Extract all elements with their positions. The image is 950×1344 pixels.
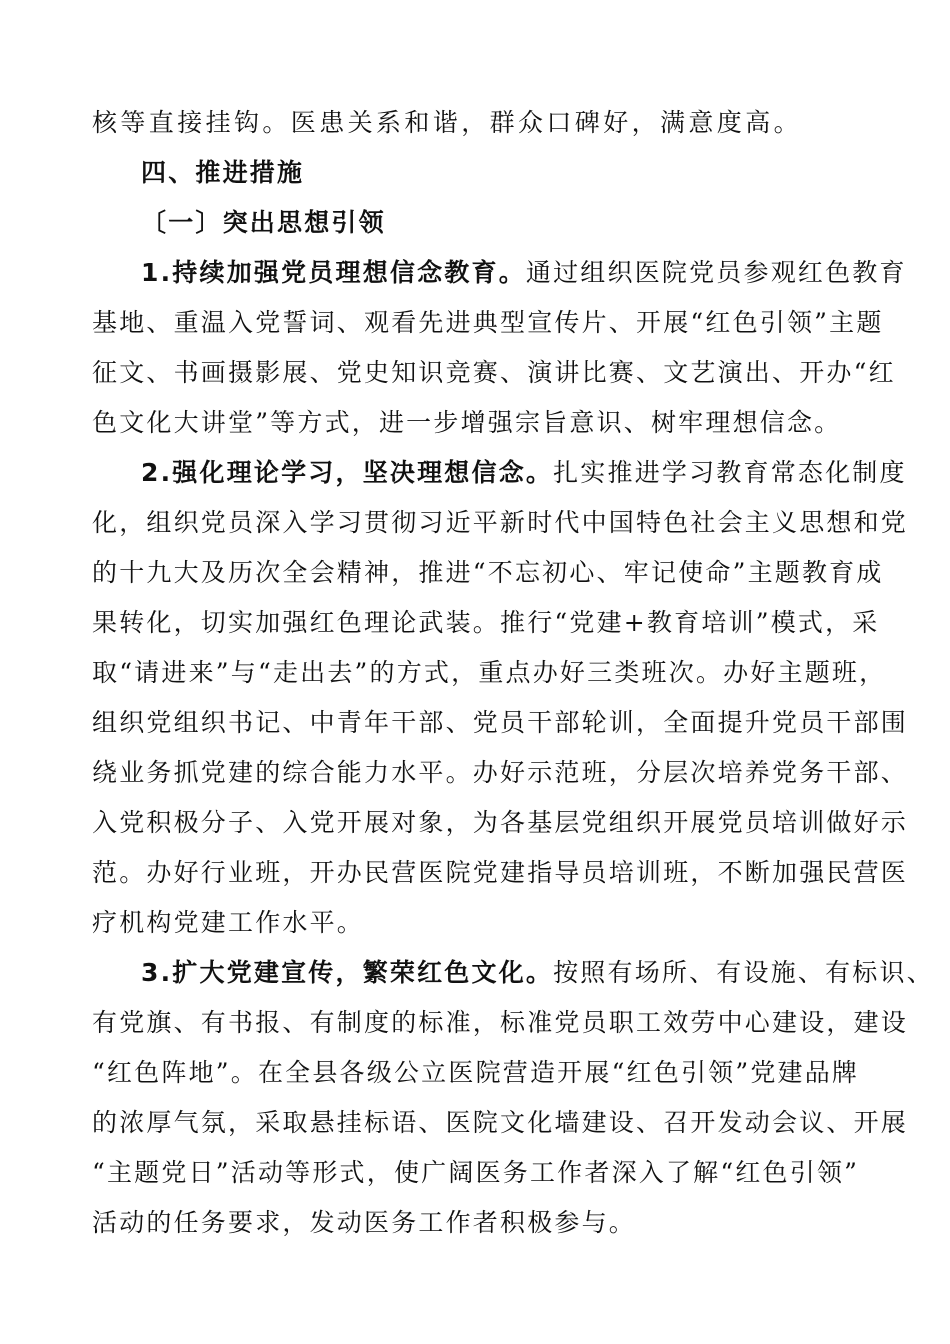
paragraph-line: 基地、重温入党誓词、观看先进典型宣传片、开展“红色引领”主题: [92, 308, 884, 337]
paragraph-line: 有党旗、有书报、有制度的标准，标准党员职工效劳中心建设，建设: [92, 1008, 909, 1037]
paragraph-line: 色文化大讲堂”等方式，进一步增强宗旨意识、树牢理想信念。: [92, 408, 842, 437]
paragraph-line: 的十九大及历次全会精神，推进“不忘初心、牢记使命”主题教育成: [92, 558, 884, 587]
item-3-text: 按照有场所、有设施、有标识、: [553, 958, 934, 987]
paragraph-line: “红色阵地”。在全县各级公立医院营造开展“红色引领”党建品牌: [92, 1058, 860, 1087]
subsection-heading: 〔一〕突出思想引领: [141, 208, 386, 237]
paragraph-line: 化，组织党员深入学习贯彻习近平新时代中国特色社会主义思想和党: [92, 508, 909, 537]
paragraph-line: 征文、书画摄影展、党史知识竞赛、演讲比赛、文艺演出、开办“红: [92, 358, 896, 387]
item-3-first-line: [141, 958, 934, 988]
item-2-text: 扎实推进学习教育常态化制度: [553, 458, 907, 487]
item-1-first-line: [141, 258, 907, 288]
paragraph-line: 组织党组织书记、中青年干部、党员干部轮训，全面提升党员干部围: [92, 708, 909, 737]
paragraph-line: “主题党日”活动等形式，使广阔医务工作者深入了解“红色引领”: [92, 1158, 860, 1187]
paragraph-line: 的浓厚气氛，采取悬挂标语、医院文化墙建设、召开发动会议、开展: [92, 1108, 909, 1137]
item-1-title: 1.持续加强党员理想信念教育。: [141, 258, 526, 287]
paragraph-line: 入党积极分子、入党开展对象，为各基层党组织开展党员培训做好示: [92, 808, 909, 837]
item-3-title: 3.扩大党建宣传，繁荣红色文化。: [141, 958, 554, 987]
paragraph-line: 范。办好行业班，开办民营医院党建指导员培训班，不断加强民营医: [92, 858, 909, 887]
paragraph-line: 疗机构党建工作水平。: [92, 908, 365, 937]
section-heading: 四、推进措施: [141, 158, 305, 187]
item-1-text: 通过组织医院党员参观红色教育: [525, 258, 907, 287]
paragraph-line: 核等直接挂钩。医患关系和谐，群众口碑好，满意度高。: [92, 108, 803, 137]
paragraph-line: 绕业务抓党建的综合能力水平。办好示范班，分层次培养党务干部、: [92, 758, 909, 787]
paragraph-line: 活动的任务要求，发动医务工作者积极参与。: [92, 1208, 637, 1237]
paragraph-line: 取“请进来”与“走出去”的方式，重点办好三类班次。办好主题班，: [92, 658, 887, 687]
paragraph-line: 果转化，切实加强红色理论武装。推行“党建+教育培训”模式，采: [92, 608, 880, 637]
item-2-title: 2.强化理论学习，坚决理想信念。: [141, 458, 554, 487]
item-2-first-line: [141, 458, 907, 488]
